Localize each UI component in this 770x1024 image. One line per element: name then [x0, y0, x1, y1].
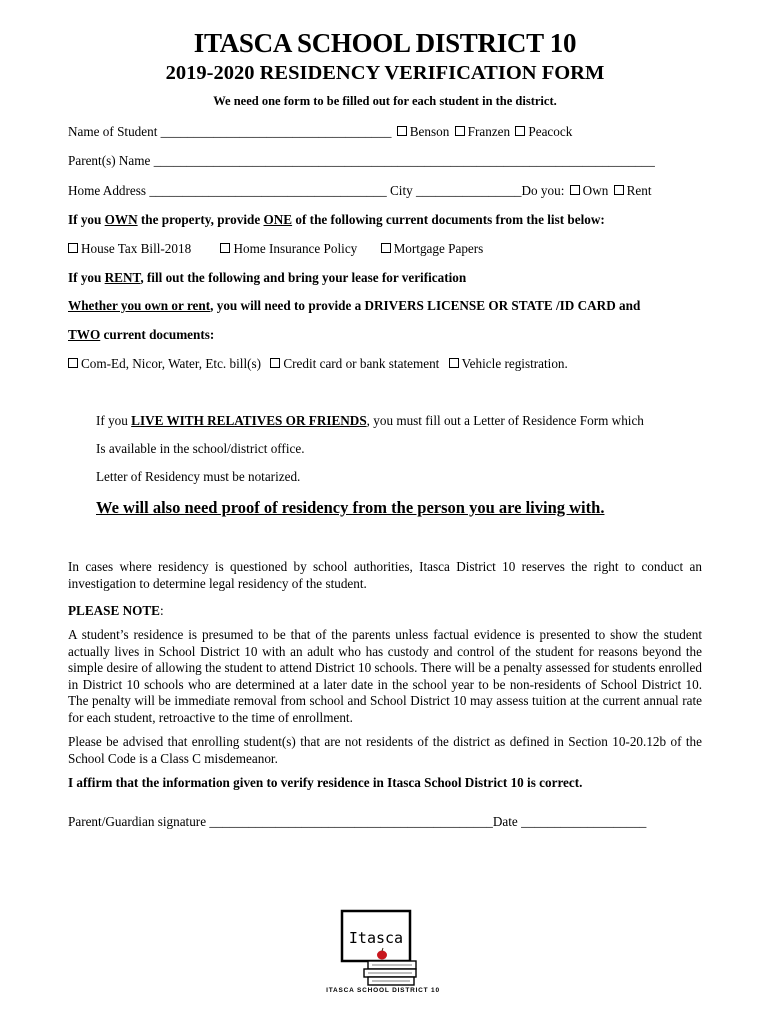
current-documents-text: current documents:: [100, 327, 215, 342]
own-text-3: of the following current documents from the list below:: [292, 212, 605, 227]
own-label: Own: [582, 183, 609, 198]
own-emphasis: OWN: [104, 212, 138, 227]
own-instructions: [68, 212, 605, 228]
please-note-heading: [68, 603, 164, 619]
address-row: [68, 183, 652, 199]
bank-statement-checkbox[interactable]: [270, 358, 280, 368]
parent-name-label: Parent(s) Name: [68, 153, 151, 168]
affirmation-statement: I affirm that the information given to verify residence in Itasca School District 10 is correct.: [68, 775, 583, 790]
form-title: 2019-2020 RESIDENCY VERIFICATION FORM: [165, 62, 605, 84]
own-text-2: the property, provide: [137, 212, 264, 227]
utility-bill-label: Com-Ed, Nicor, Water, Etc. bill(s): [81, 356, 262, 371]
franzen-label: Franzen: [467, 124, 511, 139]
student-name-row: [68, 124, 572, 140]
rent-instructions: [68, 270, 466, 286]
franzen-checkbox[interactable]: [455, 126, 465, 136]
please-note-colon: :: [159, 603, 164, 618]
relatives-text-2: , you must fill out a Letter of Residence Form which: [366, 413, 644, 428]
date-label: Date: [492, 814, 518, 829]
home-address-label: Home Address: [68, 183, 147, 198]
own-checkbox[interactable]: [570, 185, 580, 195]
relatives-line-1: [96, 413, 644, 429]
rent-label: Rent: [626, 183, 652, 198]
home-insurance-label: Home Insurance Policy: [233, 241, 358, 256]
both-documents-row: [68, 356, 568, 372]
city-label: City: [390, 183, 413, 198]
two-documents-line: [68, 327, 214, 343]
student-name-label: Name of Student: [68, 124, 158, 139]
form-instruction: We need one form to be filled out for each student in the district.: [213, 94, 557, 108]
district-title: ITASCA SCHOOL DISTRICT 10: [193, 28, 577, 58]
questioned-paragraph: In cases where residency is questioned by school authorities, Itasca District 10 reserves the right to conduct an investigation to determine legal residency of the student.: [68, 559, 702, 591]
parent-name-row: [68, 153, 655, 169]
own-documents-row: [68, 241, 483, 257]
both-text: , you will need to provide a DRIVERS LICENSE OR STATE /ID CARD and: [210, 298, 641, 313]
city-field[interactable]: ________________: [416, 183, 522, 198]
home-insurance-checkbox[interactable]: [220, 243, 230, 253]
date-field[interactable]: ___________________: [521, 814, 647, 829]
student-name-field[interactable]: ___________________________________: [160, 124, 392, 139]
rent-text-1: If you: [68, 270, 105, 285]
do-you-label: Do you:: [521, 183, 565, 198]
please-note-paragraph: A student’s residence is presumed to be that of the parents unless factual evidence is presented to show the student actually lives in School District 10 with an adult who has custody and control of the student for reasons beyond the simple desire of allowing the student to attend District 10 schools. There will be a penalty assessed for students enrolled in District 10 schools who are determined at a later date in the school year to be non-residents of School District 10. The penalty will be immediate removal from school and School District 10 may assess tuition at the current annual rate for each student, retroactive to the time of enrollment.: [68, 627, 702, 725]
mortgage-checkbox[interactable]: [381, 243, 391, 253]
whether-emphasis: Whether you own or rent: [68, 298, 211, 313]
mortgage-label: Mortgage Papers: [393, 241, 484, 256]
peacock-label: Peacock: [528, 124, 573, 139]
peacock-checkbox[interactable]: [515, 126, 525, 136]
one-emphasis: ONE: [263, 212, 293, 227]
signature-label: Parent/Guardian signature: [68, 814, 207, 829]
advised-paragraph: Please be advised that enrolling student(s) that are not residents of the district as defined in Section 10-20.12b of the School Code is a Class C misdemeanor.: [68, 734, 702, 766]
rent-text-2: , fill out the following and bring your lease for verification: [140, 270, 467, 285]
utility-bill-checkbox[interactable]: [68, 358, 78, 368]
rent-checkbox[interactable]: [614, 185, 624, 195]
relatives-text-1: If you: [96, 413, 132, 428]
home-address-field[interactable]: ____________________________________: [149, 183, 387, 198]
parent-name-field[interactable]: ____________________________________________________________________________: [153, 153, 655, 168]
house-tax-label: House Tax Bill-2018: [81, 241, 192, 256]
house-tax-checkbox[interactable]: [68, 243, 78, 253]
own-text-1: If you: [68, 212, 105, 227]
please-note-label: PLEASE NOTE: [68, 603, 160, 618]
signature-row: [68, 814, 646, 830]
both-instructions: [68, 298, 640, 314]
vehicle-registration-label: Vehicle registration.: [461, 356, 568, 371]
relatives-line-2: Is available in the school/district office.: [96, 441, 305, 456]
logo-text: Itasca: [348, 929, 404, 947]
relatives-line-3: Letter of Residency must be notarized.: [96, 469, 301, 484]
proof-of-residency-notice: We will also need proof of residency from the person you are living with.: [96, 498, 605, 517]
bank-statement-label: Credit card or bank statement: [283, 356, 440, 371]
live-with-relatives-emphasis: LIVE WITH RELATIVES OR FRIENDS: [131, 413, 367, 428]
rent-emphasis: RENT: [104, 270, 141, 285]
logo-caption: ITASCA SCHOOL DISTRICT 10: [326, 987, 440, 994]
two-emphasis: TWO: [68, 327, 101, 342]
benson-checkbox[interactable]: [397, 126, 407, 136]
signature-field[interactable]: ___________________________________________: [209, 814, 493, 829]
vehicle-registration-checkbox[interactable]: [449, 358, 459, 368]
apple-icon: [377, 951, 387, 960]
benson-label: Benson: [409, 124, 450, 139]
